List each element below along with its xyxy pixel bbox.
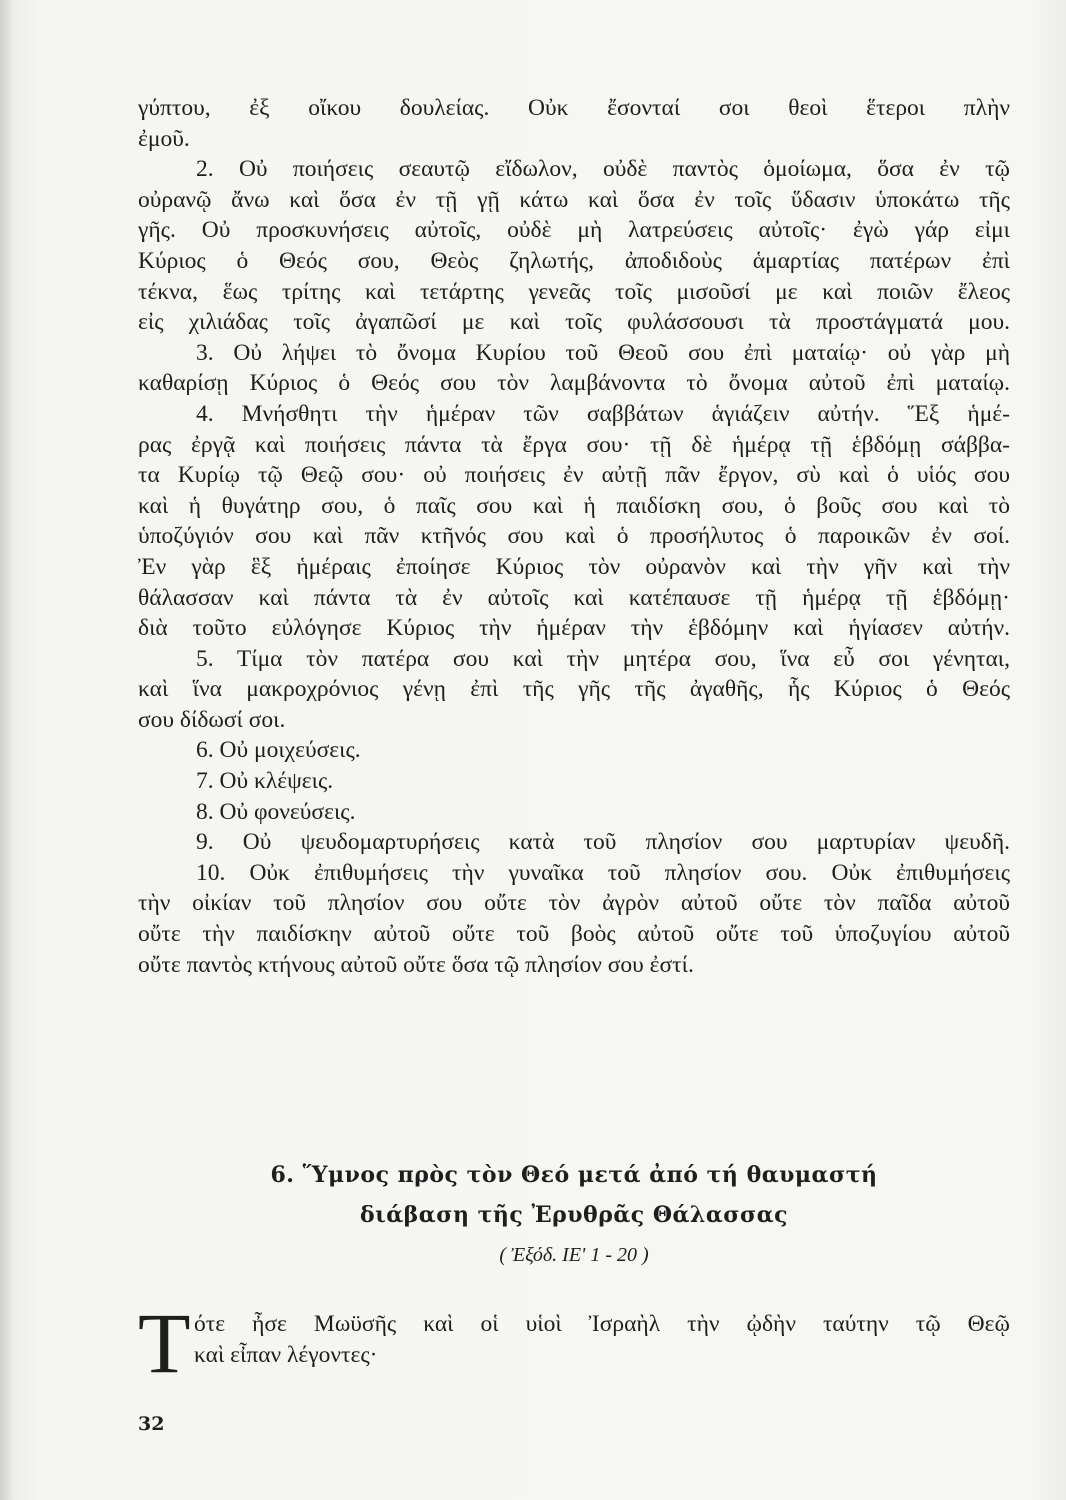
hymn-intro: [194, 1308, 1010, 1369]
text-line: 3. Οὐ λήψει τὸ ὄνομα Κυρίου τοῦ Θεοῦ σου ἐπὶ ματαίῳ· οὐ γὰρ μὴ: [196, 339, 1010, 366]
text-line: εἰς χιλιάδας τοῖς ἀγαπῶσί με καὶ τοῖς φυλάσσουσι τὰ προστάγματά μου.: [138, 309, 1010, 336]
text-line: καὶ εἶπαν λέγοντες·: [194, 1341, 378, 1368]
text-line: 4. Μνήσθητι τὴν ἡμέραν τῶν σαββάτων ἁγιάζειν αὐτήν. Ἕξ ἡμέ-: [196, 400, 1010, 427]
page-number: 32: [138, 1413, 165, 1435]
text-line: οὔτε τὴν παιδίσκην αὐτοῦ οὔτε τοῦ βοὸς αὐτοῦ οὔτε τοῦ ὑποζυγίου αὐτοῦ: [138, 921, 1010, 948]
text-line: τέκνα, ἕως τρίτης καὶ τετάρτης γενεᾶς τοῖς μισοῦσί με καὶ ποιῶν ἔλεος: [138, 278, 1010, 305]
text-line: οὐρανῷ ἄνω καὶ ὅσα ἐν τῇ γῇ κάτω καὶ ὅσα ἐν τοῖς ὕδασιν ὑποκάτω τῆς: [138, 186, 1010, 213]
text-line: 7. Οὐ κλέψεις.: [196, 768, 334, 795]
text-line: τὴν οἰκίαν τοῦ πλησίον σου οὔτε τὸν ἀγρὸν αὐτοῦ οὔτε τὸν παῖδα αὐτοῦ: [138, 890, 1010, 917]
text-line: 9. Οὐ ψευδομαρτυρήσεις κατὰ τοῦ πλησίον σου μαρτυρίαν ψευδῆ.: [196, 829, 1010, 856]
page-spine-shadow: [0, 0, 14, 1500]
scripture-reference: ( Ἐξόδ. ΙΕ' 1 - 20 ): [499, 1244, 649, 1266]
text-line: ρας ἐργᾷ καὶ ποιήσεις πάντα τὰ ἔργα σου· τῇ δὲ ἡμέρᾳ τῇ ἑβδόμῃ σάββα-: [138, 431, 1010, 458]
text-line: γῆς. Οὐ προσκυνήσεις αὐτοῖς, οὐδὲ μὴ λατρεύσεις αὐτοῖς· ἐγὼ γάρ εἰμι: [138, 217, 1010, 244]
text-line: καθαρίσῃ Κύριος ὁ Θεός σου τὸν λαμβάνοντα τὸ ὄνομα αὐτοῦ ἐπὶ ματαίῳ.: [138, 370, 1010, 397]
section-heading-line-2: διάβαση τῆς Ἐρυθρᾶς Θάλασσας: [359, 1202, 789, 1228]
drop-cap: Τ: [138, 1295, 191, 1391]
text-line: 5. Τίμα τὸν πατέρα σου καὶ τὴν μητέρα σου, ἵνα εὖ σοι γένηται,: [196, 645, 1010, 672]
text-line: ὑποζύγιόν σου καὶ πᾶν κτῆνός σου καὶ ὁ προσήλυτος ὁ παροικῶν ἐν σοί.: [138, 523, 1010, 550]
text-line: οὔτε παντὸς κτήνους αὐτοῦ οὔτε ὅσα τῷ πλησίον σου ἐστί.: [138, 951, 694, 978]
text-line: ότε ἦσε Μωϋσῆς καὶ οἱ υἱοὶ Ἰσραὴλ τὴν ᾠδὴν ταύτην τῷ Θεῷ: [194, 1311, 1010, 1337]
commandments-text: [138, 93, 1010, 980]
text-line: τα Κυρίῳ τῷ Θεῷ σου· οὐ ποιήσεις ἐν αὐτῇ πᾶν ἔργον, σὺ καὶ ὁ υἱός σου: [138, 462, 1010, 489]
text-line: 2. Οὐ ποιήσεις σεαυτῷ εἴδωλον, οὐδὲ παντὸς ὁμοίωμα, ὅσα ἐν τῷ: [196, 156, 1010, 183]
text-line: διὰ τοῦτο εὐλόγησε Κύριος τὴν ἡμέραν τὴν ἑβδόμην καὶ ἡγίασεν αὐτήν.: [138, 615, 1010, 642]
text-line: γύπτου, ἐξ οἴκου δουλείας. Οὐκ ἔσονταί σοι θεοὶ ἕτεροι πλὴν: [138, 95, 1010, 121]
text-line: 10. Οὐκ ἐπιθυμήσεις τὴν γυναῖκα τοῦ πλησίον σου. Οὐκ ἐπιθυμήσεις: [196, 859, 1010, 886]
text-line: Κύριος ὁ Θεός σου, Θεὸς ζηλωτής, ἀποδιδοὺς ἁμαρτίας πατέρων ἐπὶ: [138, 247, 1010, 274]
text-line: Ἐν γὰρ ἓξ ἡμέραις ἐποίησε Κύριος τὸν οὐρανὸν καὶ τὴν γῆν καὶ τὴν: [138, 553, 1010, 580]
section-heading-line-1: 6. Ὕμνος πρὸς τὸν Θεό μετά ἀπό τή θαυμαστή: [270, 1162, 878, 1188]
text-line: 8. Οὐ φονεύσεις.: [196, 798, 356, 825]
text-line: καὶ ἵνα μακροχρόνιος γένῃ ἐπὶ τῆς γῆς τῆς ἀγαθῆς, ἧς Κύριος ὁ Θεός: [138, 676, 1010, 703]
text-line: ἐμοῦ.: [138, 125, 190, 152]
text-line: θάλασσαν καὶ πάντα τὰ ἐν αὐτοῖς καὶ κατέπαυσε τῇ ἡμέρᾳ τῇ ἑβδόμῃ·: [138, 584, 1010, 611]
text-line: 6. Οὐ μοιχεύσεις.: [196, 737, 361, 764]
text-line: σου δίδωσί σοι.: [138, 706, 286, 733]
text-line: καὶ ἡ θυγάτηρ σου, ὁ παῖς σου καὶ ἡ παιδίσκη σου, ὁ βοῦς σου καὶ τὸ: [138, 492, 1010, 519]
